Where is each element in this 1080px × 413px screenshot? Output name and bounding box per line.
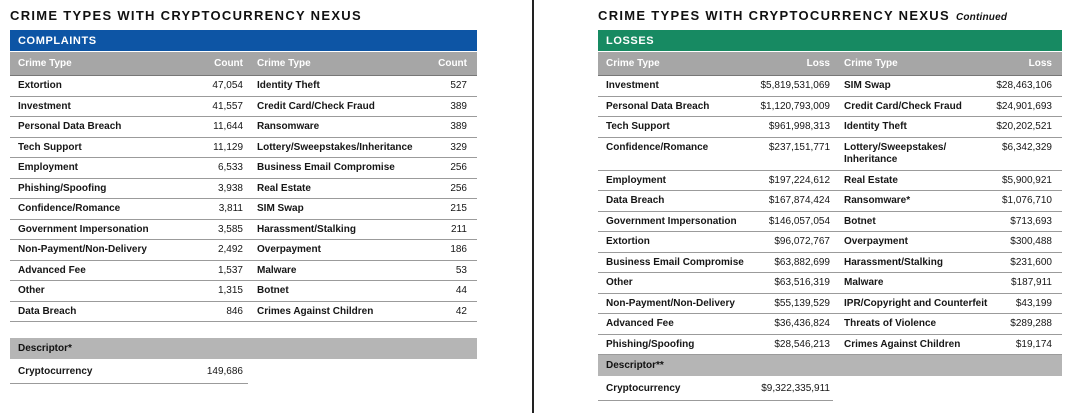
loss-cell: $5,900,921: [1001, 174, 1052, 186]
table-row: [598, 212, 1062, 233]
table-bottom-rule: [10, 383, 248, 384]
crime-type-cell: Lottery/Sweepstakes/​Inheritance: [844, 141, 947, 165]
descriptor-crime-type-cell: Cryptocurrency: [606, 383, 681, 394]
count-cell: 1,315: [217, 285, 243, 296]
count-cell: 3,811: [218, 203, 243, 214]
count-cell: 42: [455, 305, 467, 317]
loss-cell: $187,911: [1011, 277, 1052, 288]
crime-type-cell: Advanced Fee: [18, 264, 86, 276]
loss-cell: $289,288: [1010, 318, 1052, 329]
crime-type-cell: Credit Card/Check Fraud: [257, 100, 375, 112]
count-cell: 11,129: [213, 141, 243, 153]
crime-type-cell: SIM Swap: [257, 203, 304, 214]
losses-table-section: [598, 8, 1062, 401]
crime-type-cell: Business Email Compromise: [257, 162, 395, 173]
loss-cell: $6,342,329: [1001, 141, 1052, 153]
table-row: [10, 240, 477, 261]
descriptor-crime-type-cell: Cryptocurrency: [18, 366, 93, 377]
descriptor-count-cell: 149,686: [206, 366, 243, 377]
crime-type-cell: Malware: [257, 264, 297, 276]
crime-type-cell: Data Breach: [18, 305, 77, 317]
loss-cell: $63,882,699: [774, 256, 830, 268]
loss-cell: $24,901,693: [996, 100, 1052, 112]
count-cell: 256: [450, 182, 467, 194]
column-header-crime-type: Crime Type: [18, 58, 72, 69]
crime-type-cell: Extortion: [606, 236, 650, 247]
crime-type-cell: Data Breach: [606, 195, 665, 206]
column-header-count: Count: [214, 58, 243, 69]
complaints-table-section: [10, 8, 477, 384]
losses-table-body: [598, 76, 1062, 355]
count-cell: 186: [450, 244, 467, 255]
crime-type-cell: Employment: [606, 174, 667, 186]
losses-band: [598, 30, 1062, 51]
loss-cell: $36,436,824: [774, 318, 830, 329]
table-row: [598, 191, 1062, 212]
column-header-loss: Loss: [1028, 58, 1052, 69]
page-title-text: CRIME TYPES WITH CRYPTOCURRENCY NEXUS: [598, 8, 950, 23]
losses-band-label: LOSSES: [606, 34, 655, 47]
page-title-continued: Continued: [955, 12, 1008, 23]
loss-cell: $28,463,106: [996, 80, 1052, 91]
loss-cell: $237,151,771: [768, 141, 830, 153]
table-row: [598, 97, 1062, 118]
crime-type-cell: Real Estate: [844, 174, 898, 186]
page-title: [598, 8, 1062, 23]
count-cell: 6,533: [217, 162, 243, 173]
count-cell: 256: [450, 162, 467, 173]
crime-type-cell: SIM Swap: [844, 80, 891, 91]
page-title: [10, 8, 477, 23]
crime-type-cell: IPR/Copyright and Counterfeit: [844, 297, 988, 309]
table-row: [10, 76, 477, 97]
count-cell: 527: [450, 80, 467, 91]
crime-type-cell: Other: [606, 277, 633, 288]
loss-cell: $1,076,710: [1001, 195, 1052, 206]
crime-type-cell: Botnet: [257, 285, 289, 296]
crime-type-cell: Real Estate: [257, 182, 311, 194]
crime-type-cell: Tech Support: [18, 141, 82, 153]
descriptor-label: Descriptor*: [18, 343, 72, 354]
count-cell: 1,537: [217, 264, 243, 276]
loss-cell: $5,819,531,069: [760, 80, 830, 91]
crime-type-cell: Government Impersonation: [18, 223, 149, 235]
crime-type-cell: Harassment/Stalking: [257, 223, 356, 235]
crime-type-cell: Investment: [606, 80, 659, 91]
column-header-count: Count: [438, 58, 467, 69]
column-header-row: [598, 52, 1062, 76]
table-row: [598, 294, 1062, 315]
table-bottom-rule: [598, 400, 833, 401]
complaints-table-body: [10, 76, 477, 322]
loss-cell: $19,174: [1015, 338, 1052, 350]
crime-type-cell: Crimes Against Children: [257, 305, 374, 317]
count-cell: 211: [451, 223, 467, 235]
table-row: [598, 253, 1062, 274]
loss-cell: $28,546,213: [774, 338, 830, 350]
table-row: [10, 220, 477, 241]
crime-type-cell: Harassment/Stalking: [844, 256, 943, 268]
loss-cell: $146,057,054: [768, 215, 830, 227]
descriptor-band: [10, 338, 477, 359]
loss-cell: $63,516,319: [774, 277, 830, 288]
column-header-crime-type: Crime Type: [844, 58, 898, 69]
descriptor-label: Descriptor**: [606, 360, 664, 371]
crime-type-cell: Phishing/Spoofing: [606, 338, 695, 350]
crime-type-cell: Personal Data Breach: [606, 100, 710, 112]
descriptor-row: [10, 359, 477, 383]
crime-type-cell: Tech Support: [606, 121, 670, 132]
crime-type-cell: Ransomware: [257, 121, 320, 132]
table-row: [598, 138, 1062, 171]
table-row: [10, 117, 477, 138]
crime-type-cell: Extortion: [18, 80, 62, 91]
crime-type-cell: Employment: [18, 162, 79, 173]
loss-cell: $231,600: [1010, 256, 1052, 268]
loss-cell: $167,874,424: [768, 195, 830, 206]
table-row: [598, 76, 1062, 97]
crime-type-cell: Non-Payment/Non-Delivery: [606, 297, 735, 309]
page-divider-line: [532, 0, 534, 413]
count-cell: 41,557: [212, 100, 243, 112]
table-row: [10, 302, 477, 323]
complaints-band-label: COMPLAINTS: [18, 34, 97, 47]
loss-cell: $20,202,521: [996, 121, 1052, 132]
loss-cell: $55,139,529: [774, 297, 830, 309]
table-row: [10, 179, 477, 200]
crime-type-cell: Investment: [18, 100, 71, 112]
table-row: [10, 158, 477, 179]
count-cell: 44: [455, 285, 467, 296]
table-row: [10, 138, 477, 159]
crime-type-cell: Government Impersonation: [606, 215, 737, 227]
count-cell: 3,938: [217, 182, 243, 194]
loss-cell: $197,224,612: [768, 174, 830, 186]
crime-type-cell: Malware: [844, 277, 884, 288]
count-cell: 389: [450, 100, 467, 112]
column-header-crime-type: Crime Type: [257, 58, 311, 69]
count-cell: 389: [450, 121, 467, 132]
crime-type-cell: Crimes Against Children: [844, 338, 961, 350]
crime-type-cell: Overpayment: [844, 236, 908, 247]
table-row: [10, 199, 477, 220]
crime-type-cell: Business Email Compromise: [606, 256, 744, 268]
table-row: [598, 335, 1062, 356]
crime-type-cell: Phishing/Spoofing: [18, 182, 107, 194]
loss-cell: $43,199: [1015, 297, 1052, 309]
crime-type-cell: Threats of Violence: [844, 318, 937, 329]
page-title-text: CRIME TYPES WITH CRYPTOCURRENCY NEXUS: [10, 8, 362, 23]
crime-type-cell: Credit Card/Check Fraud: [844, 100, 962, 112]
table-row: [10, 261, 477, 282]
crime-type-cell: Confidence/Romance: [606, 141, 709, 153]
table-row: [598, 171, 1062, 192]
count-cell: 2,492: [217, 244, 243, 255]
descriptor-row: [598, 376, 1062, 400]
descriptor-band: [598, 355, 1062, 376]
count-cell: 215: [450, 203, 467, 214]
complaints-band: [10, 30, 477, 51]
table-row: [598, 232, 1062, 253]
count-cell: 47,054: [212, 80, 243, 91]
crime-type-cell: Identity Theft: [257, 80, 320, 91]
table-row: [10, 97, 477, 118]
count-cell: 3,585: [217, 223, 243, 235]
crime-type-cell: Other: [18, 285, 45, 296]
count-cell: 846: [226, 305, 243, 317]
crime-type-cell: Overpayment: [257, 244, 321, 255]
loss-cell: $300,488: [1010, 236, 1052, 247]
crime-type-cell: Lottery/Sweepstakes/Inheritance: [257, 141, 413, 153]
crime-type-cell: Botnet: [844, 215, 876, 227]
table-row: [10, 281, 477, 302]
loss-cell: $961,998,313: [768, 121, 830, 132]
table-row: [598, 314, 1062, 335]
crime-type-cell: Advanced Fee: [606, 318, 674, 329]
count-cell: 53: [455, 264, 467, 276]
crime-type-cell: Confidence/Romance: [18, 203, 121, 214]
count-cell: 11,644: [213, 121, 243, 132]
crime-type-cell: Identity Theft: [844, 121, 907, 132]
crime-type-cell: Personal Data Breach: [18, 121, 122, 132]
count-cell: 329: [450, 141, 467, 153]
column-header-crime-type: Crime Type: [606, 58, 660, 69]
crime-type-cell: Non-Payment/Non-Delivery: [18, 244, 147, 255]
crime-type-cell: Ransomware*: [844, 195, 911, 206]
loss-cell: $713,693: [1010, 215, 1052, 227]
table-row: [598, 273, 1062, 294]
table-row: [598, 117, 1062, 138]
column-header-row: [10, 52, 477, 76]
loss-cell: $96,072,767: [774, 236, 830, 247]
column-header-loss: Loss: [806, 58, 830, 69]
loss-cell: $1,120,793,009: [760, 100, 830, 112]
descriptor-loss-cell: $9,322,335,911: [761, 383, 830, 394]
